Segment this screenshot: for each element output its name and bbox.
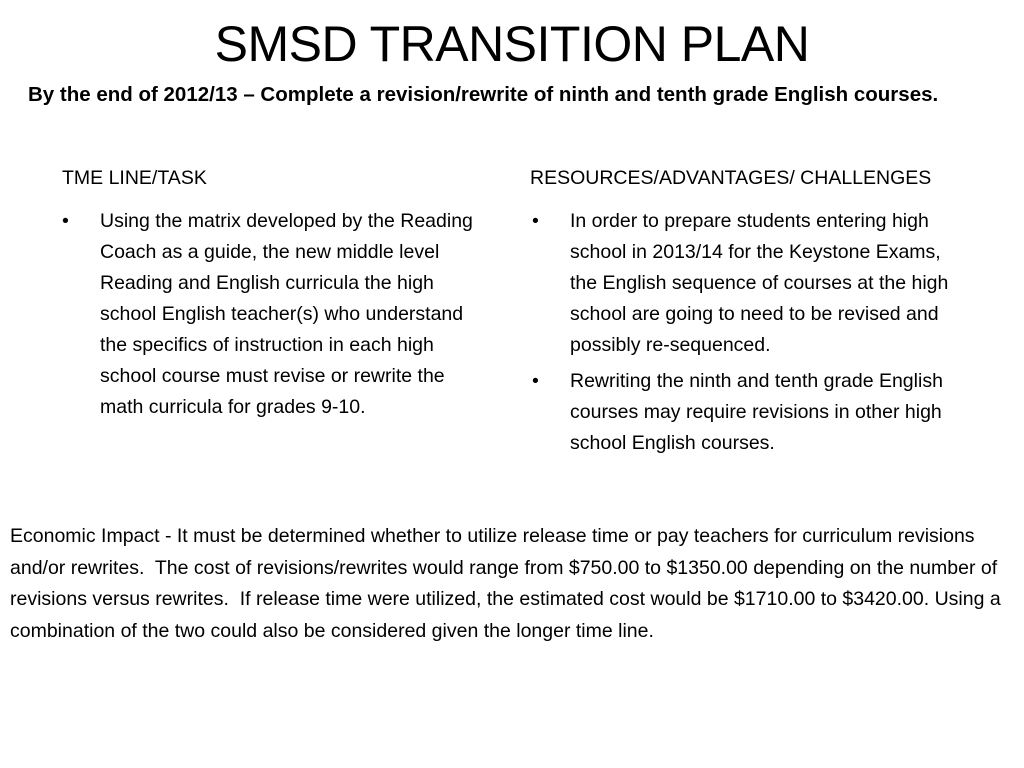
slide-subtitle: By the end of 2012/13 – Complete a revision/rewrite of ninth and tenth grade English courses. (28, 83, 939, 106)
bullet-item (532, 366, 962, 459)
bullet-icon: • (532, 370, 539, 392)
bullet-icon: • (532, 210, 539, 232)
bullet-item (532, 206, 962, 361)
bullet-text: In order to prepare students entering high school in 2013/14 for the Keystone Exams, the English sequence of courses at the high school are going to need to be revised and possibly re-sequenced. (570, 210, 949, 356)
bullet-text: Using the matrix developed by the Reading Coach as a guide, the new middle level Reading and English curricula the high school English teacher(s) who understand the specifics of instruction in each high school course must revise or rewrite the math curricula for grades 9-10. (100, 210, 473, 418)
economic-impact-text: Economic Impact - It must be determined whether to utilize release time or pay teachers for curriculum revisions and/or rewrites. The cost of revisions/rewrites would range from $750.00 to $1350.00 depending on the number of revisions versus rewrites. If release time were utilized, the estimated cost would be $1710.00 to $3420.00. Using a combination of the two could also be considered given the longer time line. (10, 525, 1007, 642)
bullet-item (62, 206, 487, 423)
slide-title: SMSD TRANSITION PLAN (214, 16, 810, 72)
right-column-heading: RESOURCES/ADVANTAGES/ CHALLENGES (530, 167, 932, 189)
left-column-heading: TME LINE/TASK (62, 167, 207, 189)
left-column-bullets (62, 206, 487, 428)
bullet-text: Rewriting the ninth and tenth grade English courses may require revisions in other high school English courses. (570, 370, 943, 454)
bullet-icon: • (62, 210, 69, 232)
right-column-bullets (532, 206, 962, 464)
